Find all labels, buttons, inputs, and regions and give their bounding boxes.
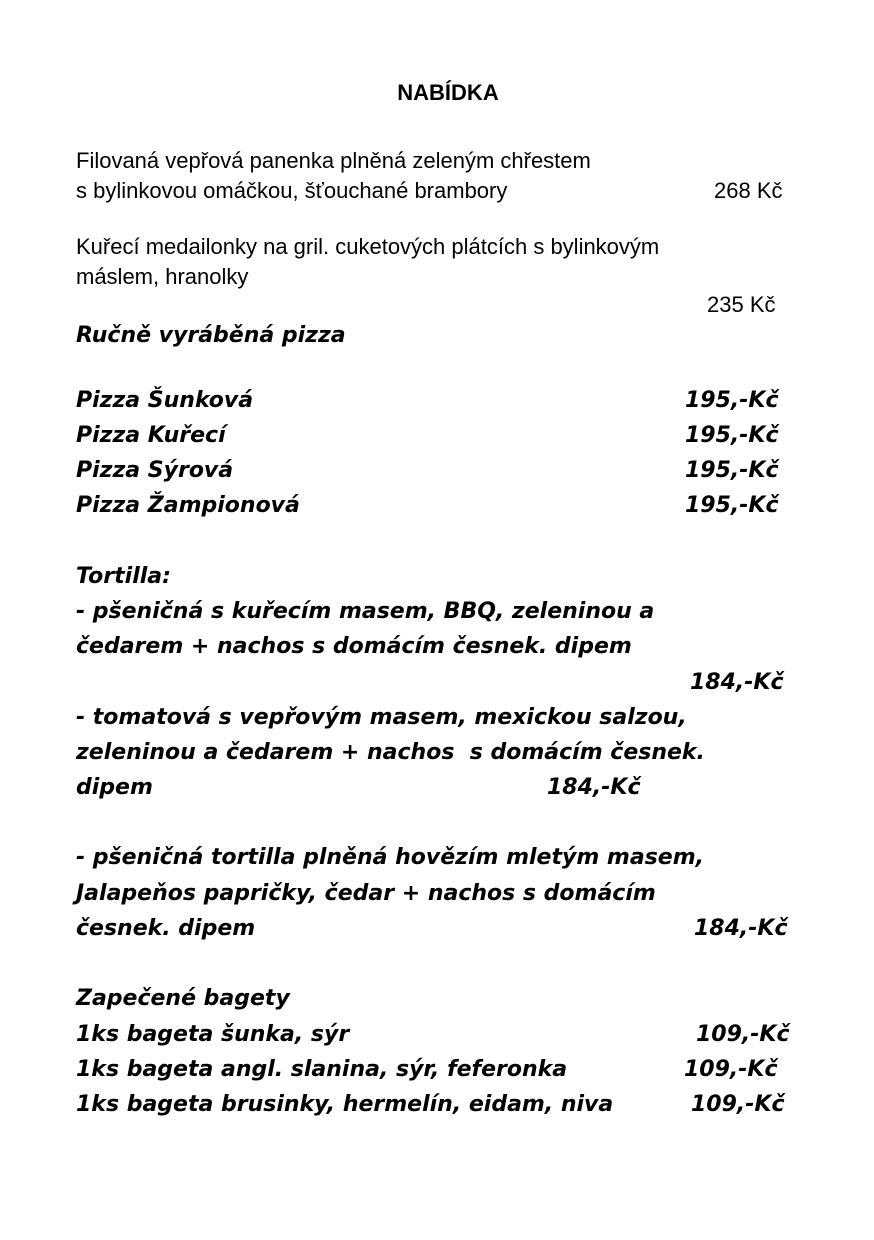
pizza-name: Pizza Sýrová <box>76 458 234 483</box>
dish-price: 268 Kč <box>714 178 783 203</box>
tortilla-description-line: česnek. dipem <box>76 916 256 941</box>
tortilla-description-line: - pšeničná s kuřecím masem, BBQ, zeleninou a <box>76 599 655 624</box>
pizza-price: 195,-Kč <box>685 458 779 483</box>
tortilla-price: 184,-Kč <box>690 670 784 695</box>
page-title: NABÍDKA <box>397 80 499 105</box>
tortilla-price: 184,-Kč <box>547 775 641 800</box>
tortilla-description-line: dipem <box>76 775 153 800</box>
pizza-name: Pizza Kuřecí <box>76 423 226 448</box>
section-heading: Tortilla: <box>76 564 171 589</box>
tortilla-price: 184,-Kč <box>694 916 788 941</box>
tortilla-description-line: - pšeničná tortilla plněná hovězím mletým masem, <box>76 845 704 870</box>
dish-description-line: máslem, hranolky <box>76 264 249 289</box>
dish-price: 235 Kč <box>707 292 776 317</box>
baguette-name: 1ks bageta angl. slanina, sýr, feferonka <box>76 1057 568 1082</box>
tortilla-description-line: - tomatová s vepřovým masem, mexickou salzou, <box>76 705 687 730</box>
tortilla-description-line: zeleninou a čedarem + nachos s domácím česnek. <box>76 740 705 765</box>
pizza-name: Pizza Žampionová <box>76 493 300 518</box>
pizza-price: 195,-Kč <box>685 493 779 518</box>
dish-description-line: s bylinkovou omáčkou, šťouchané brambory <box>76 178 508 203</box>
baguette-name: 1ks bageta brusinky, hermelín, eidam, niva <box>76 1092 614 1117</box>
baguette-price: 109,-Kč <box>696 1022 790 1047</box>
section-heading: Ručně vyráběná pizza <box>76 323 346 348</box>
baguette-name: 1ks bageta šunka, sýr <box>76 1022 350 1047</box>
dish-description-line: Kuřecí medailonky na gril. cuketových plátcích s bylinkovým <box>76 234 660 259</box>
baguette-price: 109,-Kč <box>684 1057 778 1082</box>
pizza-price: 195,-Kč <box>685 423 779 448</box>
pizza-price: 195,-Kč <box>685 388 779 413</box>
section-heading: Zapečené bagety <box>76 986 290 1011</box>
baguette-price: 109,-Kč <box>691 1092 785 1117</box>
tortilla-description-line: čedarem + nachos s domácím česnek. dipem <box>76 634 632 659</box>
dish-description-line: Filovaná vepřová panenka plněná zeleným chřestem <box>76 148 591 173</box>
pizza-name: Pizza Šunková <box>76 388 254 413</box>
tortilla-description-line: Jalapeňos papričky, čedar + nachos s domácím <box>76 881 656 906</box>
